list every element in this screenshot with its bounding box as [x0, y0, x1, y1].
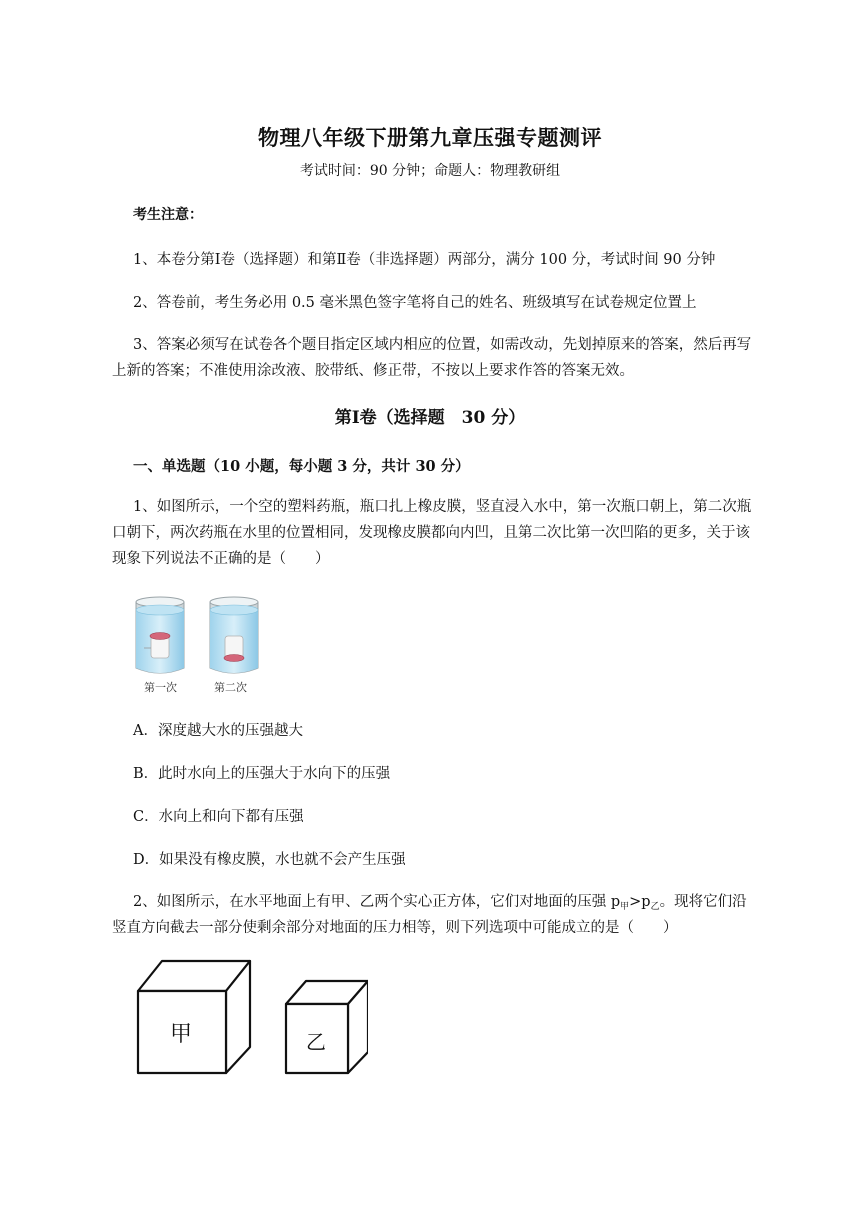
page-title: 物理八年级下册第九章压强专题测评 — [258, 125, 602, 150]
q2-sub-a: 甲 — [620, 902, 630, 912]
q2-text-b: 。现将它们沿 — [659, 894, 747, 910]
notice-item-2: 2、答卷前，考生务必用 0.5 毫米黑色签字笔将自己的姓名、班级填写在试卷规定位置上 — [133, 295, 697, 311]
section-title: 第Ⅰ卷（选择题 30 分） — [334, 408, 526, 428]
q1-line-2: 口朝下，两次药瓶在水里的位置相同，发现橡皮膜都向内凹，且第二次比第一次凹陷的更多，关于该 — [112, 525, 750, 541]
q2-figure — [128, 955, 368, 1077]
section-subtitle: 一、单选题（10 小题，每小题 3 分，共计 30 分） — [133, 458, 470, 475]
beaker-second — [210, 597, 258, 673]
notice-item-1: 1、本卷分第Ⅰ卷（选择题）和第Ⅱ卷（非选择题）两部分，满分 100 分，考试时间 90 分钟 — [133, 252, 716, 268]
exam-info: 考试时间：90 分钟；命题人：物理教研组 — [299, 163, 561, 179]
q2-line-1 — [133, 890, 747, 912]
label-first: 第一次 — [144, 681, 177, 694]
beaker-first — [136, 597, 184, 673]
label-jia: 甲 — [170, 1022, 193, 1047]
cube-yi — [286, 981, 368, 1073]
q2-text-a: 2、如图所示，在水平地面上有甲、乙两个实心正方体，它们对地面的压强 p — [133, 894, 621, 910]
notice-item-3-cont: 上新的答案；不准使用涂改液、胶带纸、修正带，不按以上要求作答的答案无效。 — [112, 363, 634, 379]
notice-item-3: 3、答案必须写在试卷各个题目指定区域内相应的位置，如需改动，先划掉原来的答案，然后再写 — [133, 337, 752, 353]
q2-gt: >p — [629, 894, 651, 910]
q1-figure — [130, 592, 270, 698]
q1-line-3: 现象下列说法不正确的是（ ） — [112, 551, 330, 567]
label-second: 第二次 — [214, 681, 247, 694]
cube-jia — [138, 961, 250, 1073]
q1-option-c[interactable]: C．水向上和向下都有压强 — [133, 809, 304, 825]
q1-option-a[interactable]: A．深度越大水的压强越大 — [133, 723, 303, 739]
q1-line-1: 1、如图所示，一个空的塑料药瓶，瓶口扎上橡皮膜，竖直浸入水中，第一次瓶口朝上，第二次瓶 — [133, 499, 752, 515]
q2-sub-b: 乙 — [650, 902, 660, 912]
notice-heading: 考生注意： — [133, 207, 203, 223]
q1-option-d[interactable]: D．如果没有橡皮膜，水也就不会产生压强 — [133, 852, 406, 868]
q1-option-b[interactable]: B．此时水向上的压强大于水向下的压强 — [133, 766, 391, 782]
label-yi: 乙 — [306, 1030, 326, 1054]
q2-line-2: 竖直方向截去一部分使剩余部分对地面的压力相等，则下列选项中可能成立的是（ ） — [112, 920, 678, 936]
